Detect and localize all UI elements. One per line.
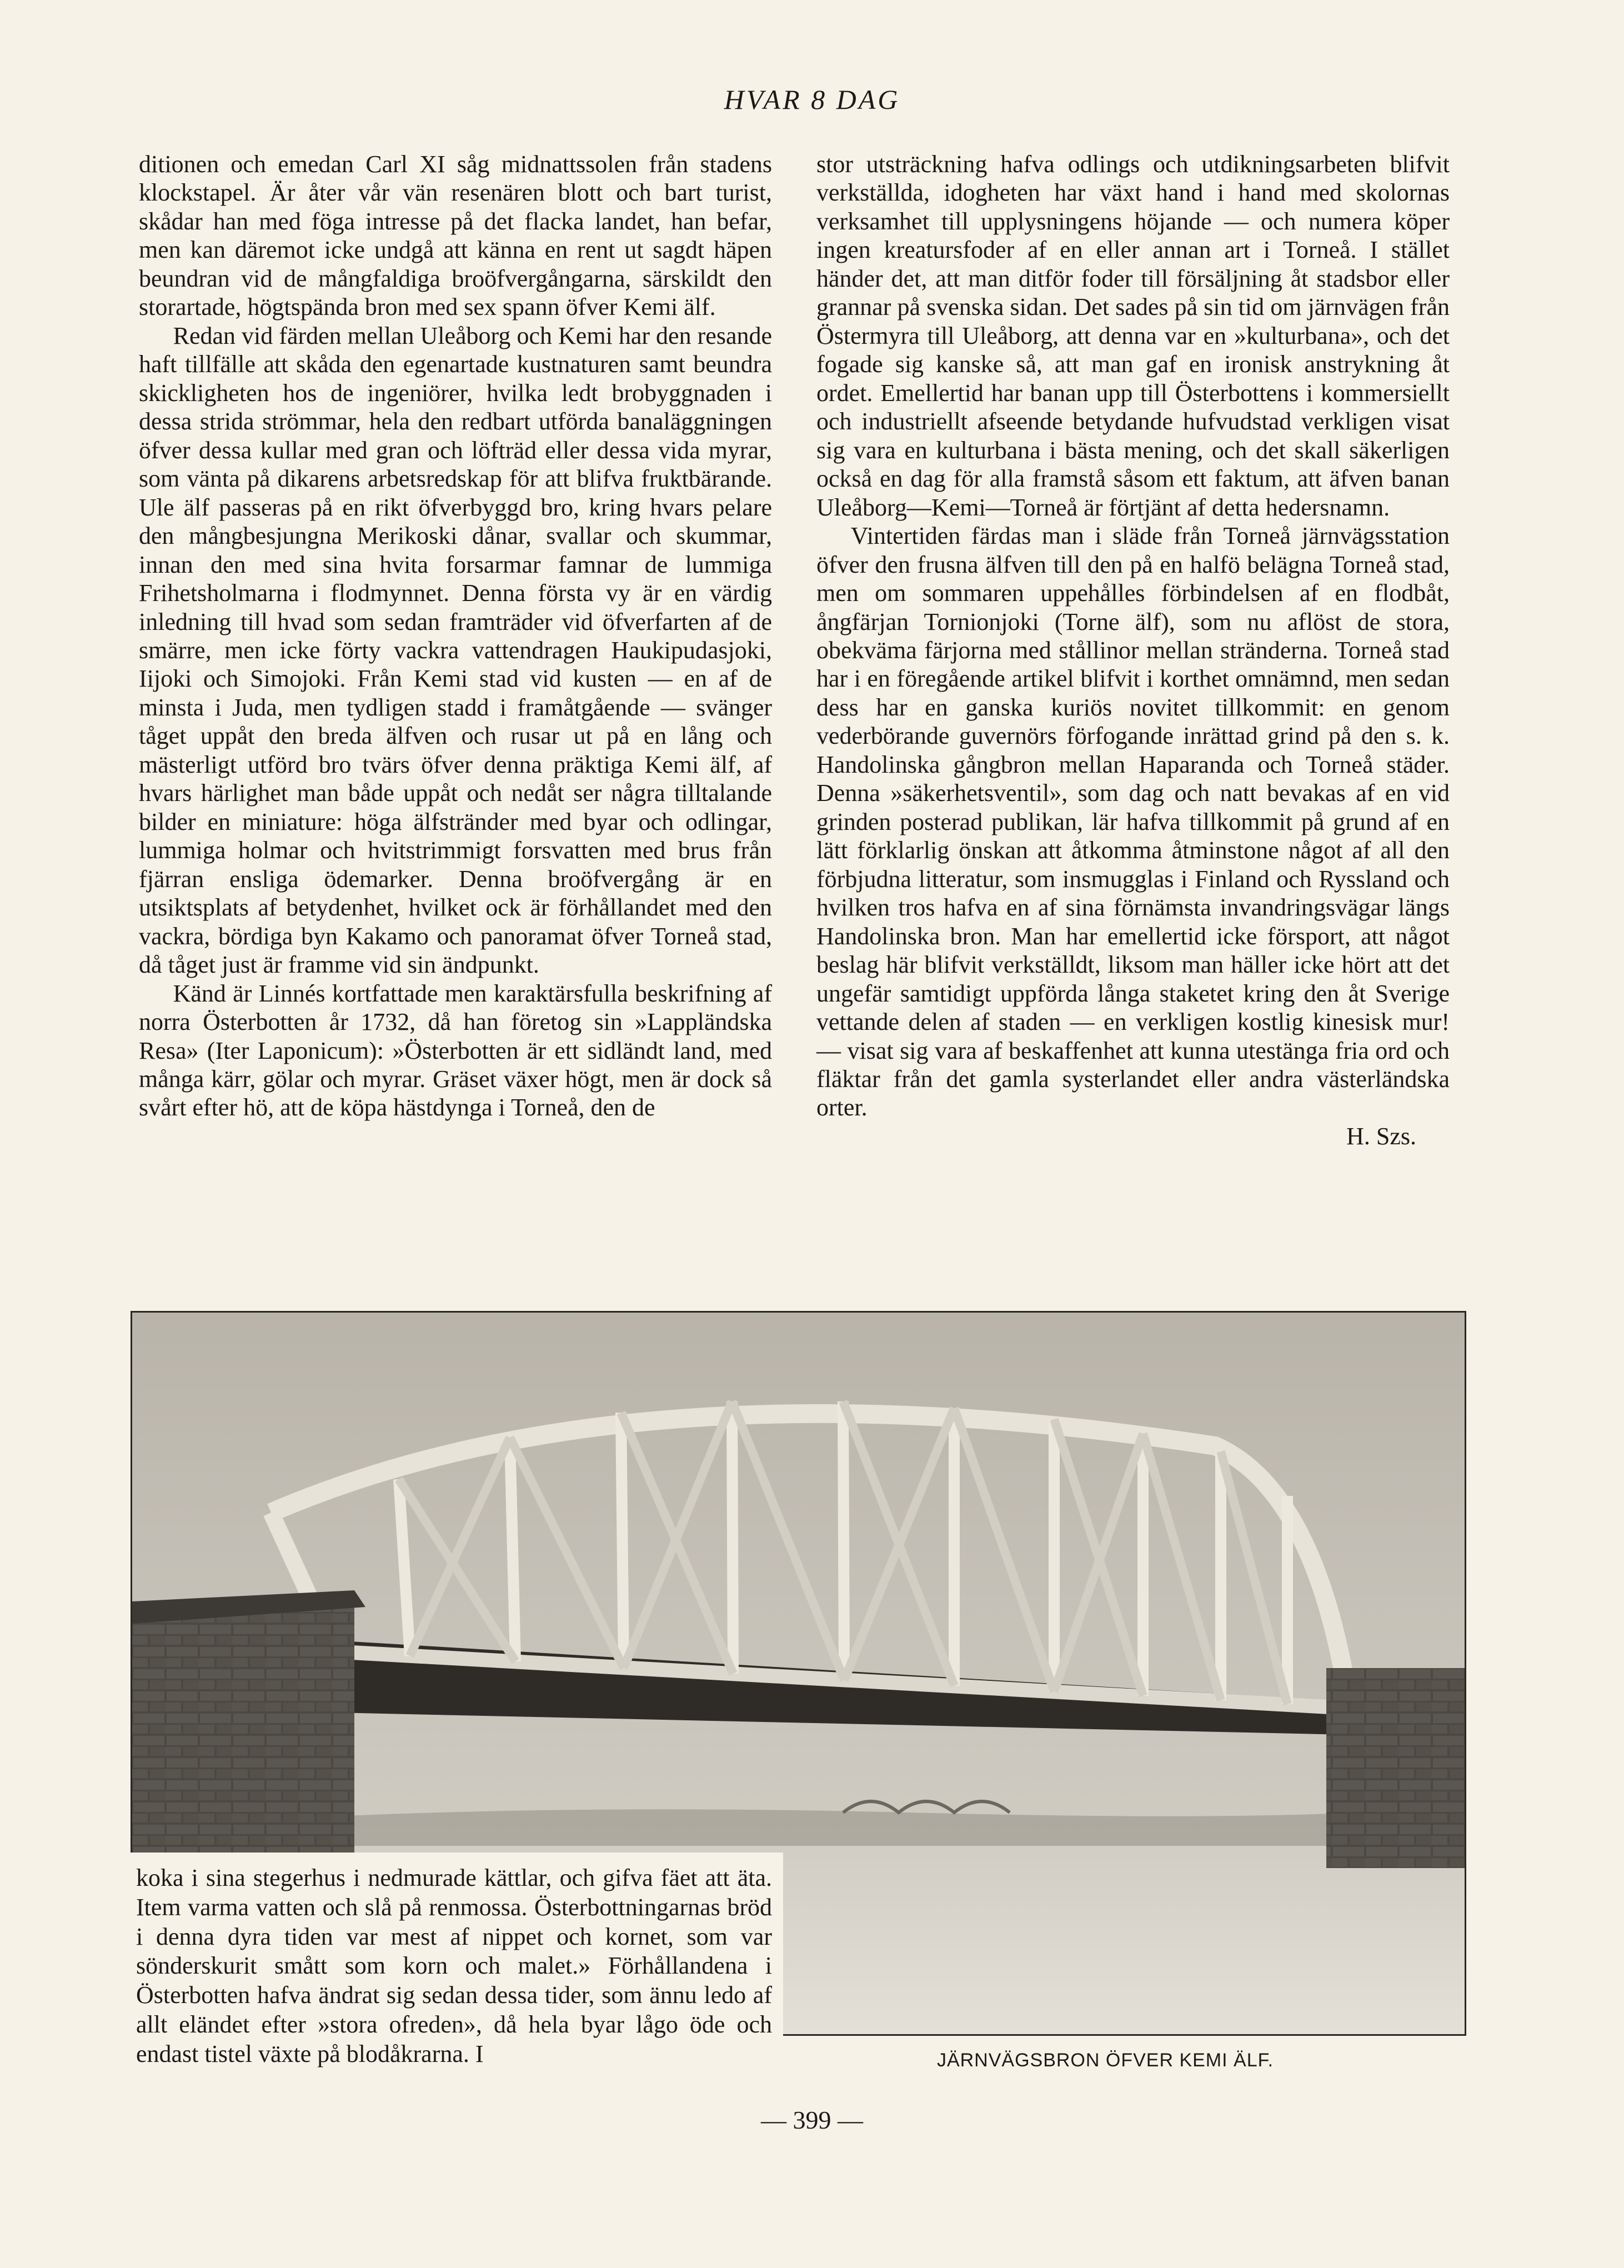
right-paragraph-2: Vintertiden färdas man i släde från Torneå järnvägsstation öfver den frusna älfven till den på en halfö belägna Torneå stad, men om sommaren uppehålles förbindelsen af en flodbåt, ångfärjan Tornionjoki (Torne älf), som nu aflöst de stora, obekväma färjorna med stållinor mellan stränderna. Torneå stad har i en föregående artikel blifvit i korthet omnämnd, men sedan dess har en ganska kuriös novitet tillkommit: en genom vederbörande guvernörs förfogande inrättad grind på den s. k. Handolinska gångbron mellan Haparanda och Torneå städer. Denna »säkerhetsventil», som dag och natt bevakas af en vid grinden posterad publikan, lär hafva tillkommit på grund af en lätt förklarlig önskan att åtkomma åtminstone något af all den förbjudna litteratur, som insmugglas i Finland och Ryssland och hvilken tros hafva en af sina förnämsta invandringsvägar längs Handolinska bron. Man har emellertid icke försport, att något beslag här blifvit verkställdt, liksom man häller icke hört att det ungefär samtidigt uppförda långa staketet kring den åt Sverige vettande delen af staden — en verkligen kostlig kinesisk mur! — visat sig vara af beskaffenhet att kunna utestänga fria ord och fläktar från det gamla systerlandet eller andra västerländska orter. (816, 522, 1450, 1122)
page-number: — 399 — (761, 2106, 863, 2134)
right-column (816, 150, 1450, 1150)
continuation-paragraph: koka i sina stegerhus i nedmurade kättlar, och gifva fäet att äta. Item varma vatten och slå på renmossa. Österbottningarnas bröd i denna dyra tiden var mest af nippet och kornet, som var sönderskurit smått som korn och malet.» Förhållandena i Österbotten hafva ändrat sig sedan dessa tider, som ännu ledo af allt eländet efter »stora ofreden», då hela byar lågo öde och endast tistel växte på blodåkrarna. I (136, 1864, 772, 2067)
running-header: HVAR 8 DAG (724, 84, 900, 115)
left-paragraph-1: ditionen och emedan Carl XI såg midnattssolen från stadens klockstapel. Är åter vår vän resenären blott och bart turist, skådar han med föga intresse på det flacka landet, han befar, men kan däremot icke undgå att känna en rent ut sagdt häpen beundran vid de mångfaldiga broöfvergångarna, särskildt den storartade, högtspända bron med sex spann öfver Kemi älf. (139, 151, 772, 321)
left-column (139, 150, 772, 1122)
right-paragraph-1: stor utsträckning hafva odlings och utdikningsarbeten blifvit verkställda, idogheten har växt hand i hand med skolornas verksamhet till upplysningens höjande — och numera köper ingen kreatursfoder af en eller annan art i Torneå. I stället händer det, att man ditför foder till försäljning åt stadsbor eller grannar på svenska sidan. Det sades på sin tid om järnvägen från Östermyra till Uleåborg, att denna var en »kulturbana», och det fogade sig kanske så, att man gaf en ironisk anstrykning åt ordet. Emellertid har banan upp till Österbottens i kommersiellt och industriellt afseende betydande hufvudstad verkligen visat sig vara en kulturbana i bästa mening, och det skall säkerligen också en dag för alla framstå såsom ett faktum, att äfven banan Uleåborg—Kemi—Torneå är förtjänt af detta hedersnamn. (816, 151, 1450, 521)
author-signature: H. Szs. (1346, 1122, 1416, 1150)
left-paragraph-2: Redan vid färden mellan Uleåborg och Kemi har den resande haft tillfälle att skåda den egenartade kustnaturen samt beundra skickligheten hos de ingeniörer, hvilka ledt brobyggnaden i dessa strida strömmar, hela den redbart utförda banaläggningen öfver dessa kullar med gran och löfträd eller dessa vida myrar, som vänta på dikarens arbetsredskap för att blifva fruktbärande. Ule älf passeras på en rikt öfverbyggd bro, kring hvars pelare den mångbesjungna Merikoski dånar, svallar och skummar, innan den med sina hvita forsarmar famnar de lummiga Frihetsholmarna i flodmynnet. Denna första vy är en värdig inledning till hvad som sedan framträder vid öfverfarten af de smärre, men icke förty vackra vattendragen Haukipudasjoki, Iijoki och Simojoki. Från Kemi stad vid kusten — en af de minsta i Juda, men tydligen stadd i framåtgående — svänger tåget uppåt den breda älfven och rusar ut på en lång och mästerligt utförd bro tvärs öfver denna präktiga Kemi älf, af hvars härlighet man både uppåt och nedåt ser några tilltalande bilder en miniature: höga älfstränder med byar och odlingar, lummiga holmar och hvitstrimmigt forsvatten med brus från fjärran ensliga ödemarker. Denna broöfvergång är en utsiktsplats af betydenhet, hvilket ock är förhållandet med den vackra, bördiga byn Kakamo och panoramat öfver Torneå stad, då tåget just är framme vid sin ändpunkt. (139, 322, 772, 979)
continuation-text-block (119, 1853, 783, 2091)
photo-caption: JÄRNVÄGSBRON ÖFVER KEMI ÄLF. (936, 2050, 1274, 2071)
left-paragraph-3: Känd är Linnés kortfattade men karaktärsfulla beskrifning af norra Österbotten år 1732, då han företog sin »Lappländska Resa» (Iter Laponicum): »Österbotten är ett sidländt land, med många kärr, gölar och myrar. Gräset växer högt, men är dock så svårt efter hö, att de köpa hästdynga i Torneå, den de (139, 979, 772, 1122)
